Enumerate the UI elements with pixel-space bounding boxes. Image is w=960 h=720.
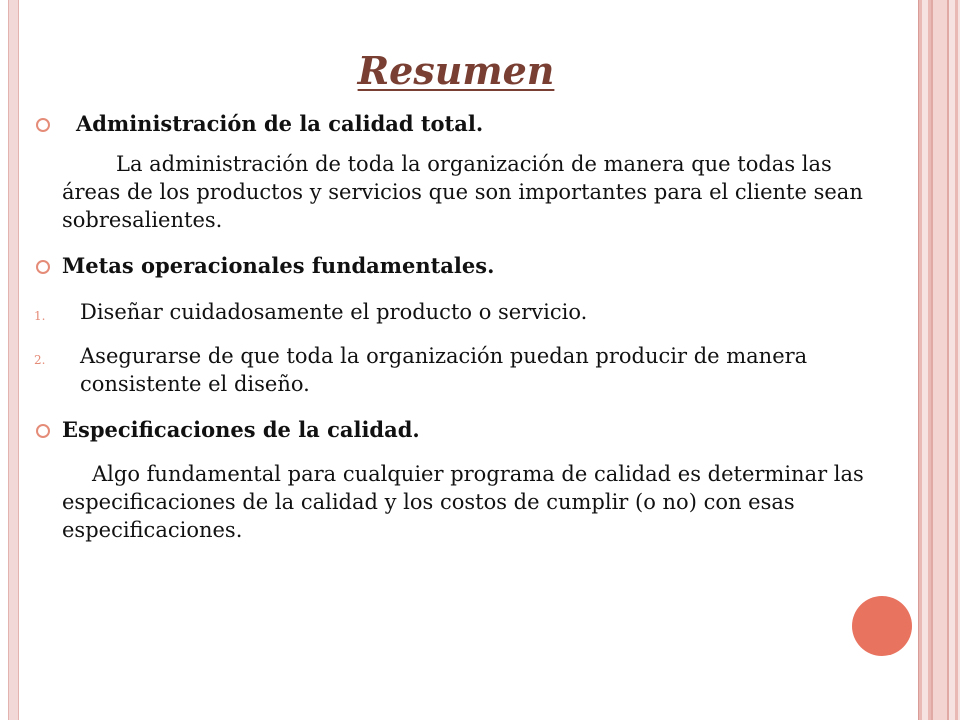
- paragraph-specs: Algo fundamental para cualquier programa de calidad es determinar las especificaciones de la calidad y los costos de cumplir (o no) con esas especificaciones.: [62, 462, 864, 542]
- numbered-item-1: 1. Diseñar cuidadosamente el producto o servicio.: [34, 298, 874, 326]
- left-border-decoration: [8, 0, 19, 720]
- item-number: 2.: [34, 353, 46, 367]
- bullet-ring-icon: [36, 118, 50, 132]
- numbered-item-2: 2. Asegurarse de que toda la organización puedan producir de manera consistente el diseño.: [34, 344, 808, 396]
- decorative-circle: [852, 596, 912, 656]
- item-number: 1.: [34, 309, 46, 323]
- bullet-ring-icon: [36, 260, 50, 274]
- bullet-heading-specs: Especificaciones de la calidad.: [34, 416, 874, 444]
- bullet-heading-tqm: Administración de la calidad total.: [34, 110, 874, 138]
- bullet-ring-icon: [36, 424, 50, 438]
- paragraph-tqm: La administración de toda la organización de manera que todas las áreas de los productos y servicios que son importantes para el cliente sean sobresalientes.: [62, 152, 863, 232]
- right-border-decoration: [918, 0, 960, 720]
- slide-content: [34, 110, 874, 544]
- bullet-heading-goals: Metas operacionales fundamentales.: [34, 252, 874, 280]
- slide-title: Resumen: [357, 48, 555, 93]
